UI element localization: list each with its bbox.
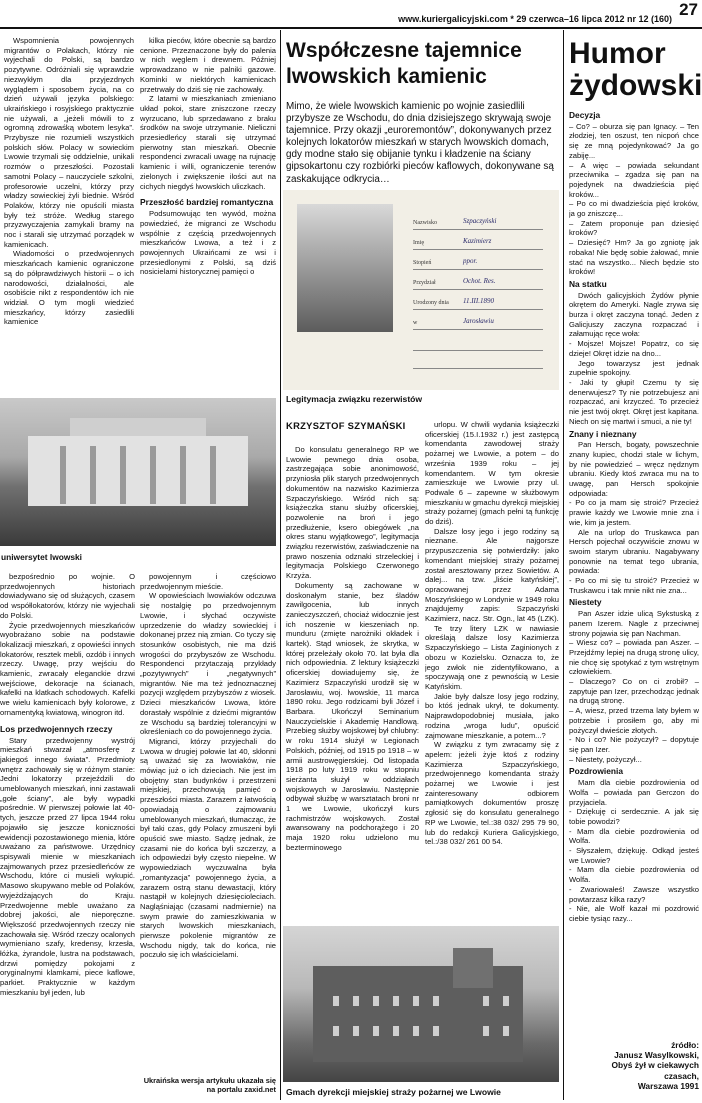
paragraph: urlopu. W chwili wydania książeczki oficerskiej (15.I.1932 r.) jest zastępcą komendanta zawodowej straży pożarnej we Lwowie, a potem – do września 1939 roku – jej komendantem. W tym okresie zamieszkuje we Lwowie przy ul. Podwale 6 – zapewne w służbowym mieszkaniu w gmachu dyrekcji miejskiej straży pożarnej (gmach pełni tą funkcję do dziś).	[425, 420, 559, 527]
photo-caption: Legitymacja związku rezerwistów	[286, 394, 423, 404]
portrait-photo	[297, 204, 393, 332]
paragraph: Życie przedwojennych mieszkańców wyobrażano sobie na podstawie lokalizacji mieszkań, z opowieści innych lokatorów, resztek mebli, ozdób i innych rzeczy. Uwagę, przy wejściu do kamienic, zwracały eleganckie drzwi wejściowe, dekoracje na ścianach, kafelki na klatkach schodowych. Kafelki we wielu kamienicach były kolorowe, z ornamentyką kwiatową, winogron itd.	[0, 620, 135, 717]
column-divider	[280, 30, 281, 1100]
paragraph: Wspomnienia powojennych migrantów o Polakach, którzy nie wyjechali do Polski, są bardzo pozytywne. Odróżniali się wprawdzie niezwykłym dla przyjezdnych wyglądem i sposobem życia, na co dzień używali języka polskiego: ukraińskiego i rosyjskiego praktycznie nie używali, a „jeżeli mówili to z ogromną zdrowaśką wbotem lesyka”. Przybysze nie rozumieli wszystkich polskich słów. Polacy w sowieckim Lwowie trzymali się oddzielnie, unikali rozmów o przeszłości. Pozostali samotni Polacy – nauczyciele szkolni, profesorowie uczelni, którzy przy władzy sowieckiej żyli biednie. Wśród Polaków, którzy nie opuścili miasta były też stróże. Według starego przyzwyczajenia zamykali bramy na noc i starali się utrzymać porządek w kamienicach.	[4, 36, 134, 249]
paragraph: W opowieściach lwowiaków odczuwa się nostalgię po przedwojennym Lwowie, i słychać oczywiste uprzedzenie do władzy sowieckiej i dokonanej przez nią zmian. Co tyczy się stosunków osobistych, nie ma dziś wrogości do przybyszów ze Wschodu. Respondenci przytaczają przykłady „pozytywnych” i „negatywnych” migrantów. Nie ma też jednoznacznej pozycji względem przybyszów z wiosek. Dzieci mieszkańców Lwowa, które dorastały wspólnie z dziećmi migrantów ze Wschodu są bardziej tolerancyjni w określeniach co do powojennego życia.	[140, 591, 276, 737]
humor-title: Humor żydowski	[569, 37, 702, 102]
left-column-bottom-a	[0, 572, 135, 1097]
building-photo	[283, 926, 559, 1082]
humor-source: źródło: Janusz Wasylkowski, Obyś żył w ciekawych czasach, Warszawa 1991	[611, 1040, 699, 1091]
page-number: 27	[679, 0, 698, 19]
photo-caption: Gmach dyrekcji miejskiej straży pożarnej we Lwowie	[286, 1087, 501, 1097]
article-column-b	[425, 420, 559, 924]
paragraph: Dokumenty są zachowane w doskonałym stanie, bez śladów zawilgocenia, lub innych zanieczyszczeń, chociaż widocznie jest ich noszenie w kieszeniach np. munduru (zmięte narożniki okładek i kartek). Stąd wniosek, że skrytka, w której przeleżały około 70. lat była dla nich odpowiednia. Z lektury książeczki oficerskiej dowiadujemy się, że Kazimierz Szpaczyński urodził się w Jarosławiu, woj. lwowskie, 11 marca 1890 roku. Jego rodzicami byli Józef i Barbara. Ukończył Seminarium Nauczycielskie i Akademię Handlową. Przebieg służby wojskowej był chlubny: w roku 1914 służył w Legionach Polskich, później, od 1915 po 1918 – w armii austrowęgierskiej. Od listopada 1918 po luty 1919 roku w stopniu sierżanta służył w oddziałach wojskowych w Jarosławiu. Następnie odbywał służbę w warsztatach broni nr 1 we Lwowie, ukończył kurs rachmistrzów wojskowych. Został awansowany na podchorążego i 20 maja 1920 roku udzielono mu bezterminowego	[286, 580, 419, 852]
paragraph: kilka pieców, które obecnie są bardzo cenione. Przeznaczone były do palenia w nich węglem i drewnem. Później wprowadzano w nie palniki gazowe. Kominki w niektórych kamienicach przetrwały do dziś się nie zachowały.	[140, 36, 276, 94]
document-photo: Nazwisko Szpaczyński Imię Kazimierz Stopień ppor. Przydział Ochot. Res. Urodzony dnia 11.III.1890 w Jarosławiu	[283, 190, 559, 390]
article-column-a	[286, 445, 419, 923]
paragraph: Stary przedwojenny wystrój mieszkań stwarzał „atmosferę z jakiegoś innego świata”. Przedmioty wnętrz zachowały się w różnym stanie: Jedni lokatorzy przejeździli do umeblowanych mieszkań, inni zastawali „gołe ściany”, ale były wypadki pośrednie. W pierwszej połowie lat 40-tych, jeszcze przed 27 lipca 1944 roku pojawiło się jeszcze koniczności ewidencji pozostawionego mienia, które uważano za państwowe. Urzędnicy spisywali mienie w mieszkaniach zajmowanych przez przesiedleńców ze Wschodu, które ci musieli wykupić. Masowo skupywano meble od Polaków, wyjeżdżających do Kraju. Przedwojenne meble uważano za dobrej jakości, ale nieporęczne. Większość przedwojennych rzeczy nie zachowała się. Wśród rzeczy ocalonych wymieniano szafy, kredensy, krzesła, łóżka, żyrandole, lustra na podstawach, drzwi pomiędzy pokojami z oryginalnymi klamkami, piece kaflowe, parkiet. Praktycznie w każdym mieszkaniu był jeden, lub	[0, 735, 135, 997]
article-author: KRZYSZTOF SZYMAŃSKI	[286, 420, 406, 431]
paragraph: Wiadomości o przedwojennych mieszkańcach kamienic ograniczone są do półprawdziwych historii – o ich narodowości, działalności, ale osobiście nikt z respondentów ich nie widział. O tym mogli wiedzieć mieszkańcy, którzy zasiedlili kamienice	[4, 249, 134, 327]
joke-heading: Niestety	[569, 597, 602, 608]
joke-heading: Decyzja	[569, 110, 601, 120]
humor-column: Decyzja – Co? – oburza się pan Ignacy. – Ten złodziej, ten oszust, ten nicpoń chce się ze mną pojedynkować? Ja go zabiję... – A więc – powiada sekundant przeciwnika – zgadza się pan na pojedynek na dwadzieścia pięć kroków... – Po co mi dwadzieścia pięć kroków, ja go zniszczę... – Zatem proponuje pan dziesięć kroków? – Dziesięć? Hm? Ja go zgniotę jak robaka! Nie będę sobie żałować, mnie stać na wszystko... Niech będzie sto kroków! Na statku Dwóch galicyjskich Żydów płynie okrętem do Ameryki. Nagle zrywa się burza i okręt zaczyna tonąć. Jeden z Galicjuszy zaczyna rozpaczać i załamując ręce woła: - Mojsze! Mojsze! Popatrz, co się dzieje! Okręt idzie na dno... Jego towarzysz jest jednak zupełnie spokojny. - Jaki ty głupi! Czemu ty się denerwujesz? Ty nie potrzebujesz ani rozpaczać, ani krzyczeć. To przecież nie jest twój okręt. Okręt jest kapitana. Niech on się martwi i smuci, a nie ty! Znany i nieznany Pan Hersch, bogaty, powszechnie znany kupiec, chodzi stale w lichym, by nie powiedzieć – wręcz nędznym ubraniu. Kiedy ktoś zwraca mu na to uwagę, pan Hersch spokojnie odpowiada: - Po co ja mam się stroić? Przecież prawie każdy we Lwowie mnie zna i wie, kim ja jestem. Ale na urlop do Truskawca pan Hersch pojechał oczywiście znowu w swoim starym ubraniu. Nagabywany ponownie na temat tego ubrania, powiada: - Po co mi się tu stroić? Przecież w Truskawcu i tak mnie nikt nie zna... Niestety Pan Aszer idzie ulicą Sykstuską z panem Izerem. Nagle z przeciwnej strony pojawia się pan Nachman. – Wiesz co? – powiada pan Aszer. – Przejdźmy lepiej na drugą stronę ulicy, nie chcę się spotykać z tym wstrętnym człowiekiem. – Dlaczego? Co on ci zrobił? – zapytuje pan Izer, przechodząc jednak na drugą stronę. – A, wiesz, przed trzema laty byłem w potrzebie i prosiłem go, aby mi pożyczył dwieście złotych. - No i co? Nie pożyczył? – dopytuje się pan Izer. – Niestety, pożyczył... Pozdrowienia Mam dla ciebie pozdrowienia od Wolfa – powiada pan Gerczon do przyjaciela. - Dziękuję ci serdecznie. A jak się tobie powodzi? - Mam dla ciebie pozdrowienia od Wolfa. - Słyszałem, dziękuję. Odkąd jesteś we Lwowie? - Mam dla ciebie pozdrowienia od Wolfa. - Zwariowałeś! Zawsze wszystko powtarzasz kilka razy? - Nie, ale Wolf kazał mi pozdrowić ciebie tysiąc razy...	[569, 110, 699, 923]
joke-heading: Znany i nieznany	[569, 428, 637, 439]
page-header	[0, 0, 702, 26]
paragraph: Jakie były dalsze losy jego rodziny, bo któś jednak ukrył, te dokumenty. Najprawdopodobniej musiała, jako rodzina „wroga ludu”, opuścić zajmowane mieszkanie, a potem...?	[425, 691, 559, 740]
paragraph: Z latami w mieszkaniach zmieniano układ pokoi, stare zniszczone rzeczy wyrzucano, lub sprzedawano z braku środków na swoje utrzymanie. Nieliczni przesiedleńcy starali się utrzymać pierwotny stan mieszkań. Obecnie respondenci zwracali uwagę na rujnację kamienic i willi, ograniczenie terenów zielonych i zwiększenie ilości aut na cichych niegdyś lwowskich uliczkach.	[140, 94, 276, 191]
joke-heading: Na statku	[569, 278, 607, 289]
paragraph: bezpośrednio po wojnie. O przedwojennych historiach dowiadywano się od służących, czasem od współlokatorów, którzy nie wyjechali do Polski.	[0, 572, 135, 620]
paragraph: Te trzy litery LZK w nawiasie określają dalsze losy Kazimierza Szpaczyńskiego – Lista Zaginionych z obozu w Kozielsku. Oznacza to, że jego zwłok nie zidentyfikowano, a spoczywają one z pewnością w Lesie Katyńskim.	[425, 623, 559, 691]
paragraph: powojennym i częściowo przedwojennym mieście.	[140, 572, 276, 591]
left-column-top-a	[4, 36, 134, 394]
paragraph: Migranci, którzy przyjechali do Lwowa w drugiej połowie lat 40, skłonni są uważać się za lwowiaków, nie mówiąc już o ich dzieciach. Nie jest im obojętny stan budynków i przestrzeni miejskiej, przechowują pamięć o przeszłości miasta. Zarazem z łatwością opowiadają o zajmowaniu umeblowanych mieszkań, tłumacząc, że był taki czas, gdy Polacy zmuszeni byli opuścić swe miasto. Sądzę jednak, że czasami nie do końca byli szczerzy, a ich odpowiedzi były często niepełne. W wypowiedziach wyczuwalna była „romantyzacja” powojennego życia, a zarazem ostrą stanu dewastacji, który nastąpił w kolejnych dziesięcioleciach. Nagląśniając (czasami nadmiernie) na swym prawie do zamieszkiwania w starych lwowskich mieszkaniach, pierwsze pokolenie migrantów ze Wschodu nigdy, tak do końca, nie poczuło się ich właścicielami.	[140, 736, 276, 960]
left-column-top-b	[140, 36, 276, 394]
paragraph: Dalsze losy jego i jego rodziny są nieznane. Ale najgorsze przypuszczenia się potwierdziły: jako komendant miejskiej straży pożarnej został aresztowany przez Sowietów. A dalej... na tzw. „liście katyńskiej”, opracowanej przez Adama Moszyńskiego w Londynie w 1949 roku znajdujemy zapis: Szpaczyński Kazimierz, nacz. Str. Ogn., lat 45 (LZK).	[425, 526, 559, 624]
subheading: Przeszłość bardziej romantyczna	[140, 197, 274, 208]
left-column-bottom-b	[140, 572, 276, 1082]
article-title: Współczesne tajemnice lwowskich kamienic	[286, 39, 522, 88]
header-rule	[0, 27, 702, 29]
photo-caption: uniwersytet lwowski	[1, 552, 82, 562]
subheading: Los przedwojennych rzeczy	[0, 723, 113, 734]
paragraph: Podsumowując ten wywód, można powiedzieć, że migranci ze Wschodu wspólnie z częścią przedwojennych mieszkańców Lwowa, a też i z powojennych Ukraińcami ze wsi i przesiedlonymi z Polski, są dziś nosicielami historycznej pamięci o	[140, 209, 276, 277]
paragraph: W związku z tym zwracamy się z apelem: jeżeli żyje ktoś z rodziny Kazimierza Szpaczyńskiego, przedwojennego komendanta straży pożarnej we Lwowie i jest zainteresowany odbiorem pamiątkowych dokumentów proszę zgłosić się do konsulatu generalnego RP we Lwowie, tel.:38 032/ 295 79 90, lub do redakcji Kuriera Galicyjskiego, tel.:/38 032/ 261 00 54.	[425, 740, 559, 847]
joke-heading: Pozdrowienia	[569, 766, 623, 777]
article-lead: Mimo, że wiele lwowskich kamienic po wojnie zasiedlili przybysze ze Wschodu, do dnia dzisiejszego skrywają swoje tajemnice. Przy okazji „euroremontów”, dokonywanych przez kolejnych lokatorów mieszkań w starych lwowskich domach, gdy modne stało się obijanie tynku i kładzenie na ściany gipsokartonu czy rozbiórki pieców kaflowych, dokonywane są zaskakujące odkrycia…	[286, 101, 554, 185]
paragraph: Do konsulatu generalnego RP we Lwowie pewnego dnia osoba, zastrzegająca sobie anonimowość, przyniosła plik starych przedwojennych dokumentów na nazwisko Kazimierza Szpaczyńskiego. Wśród nich są: książeczka stanu służby oficerskiej, pozwolenie na broń i jego przedłużenie, ksero obiegówek „na okres stanu wyjątkowego”, legitymacja związku rezerwistów, zaświadczenie na prawo noszenia odznaki strzeleckiej i legitymacja Polskiego Czerwonego Krzyża.	[286, 445, 419, 581]
issue-info: www.kuriergalicyjski.com * 29 czerwca–16 lipca 2012 nr 12 (160)	[398, 14, 672, 24]
source-note: Ukraińska wersja artykułu ukazała się na portalu zaxid.net	[143, 1076, 276, 1094]
university-photo	[0, 398, 276, 546]
column-divider	[563, 30, 564, 1100]
